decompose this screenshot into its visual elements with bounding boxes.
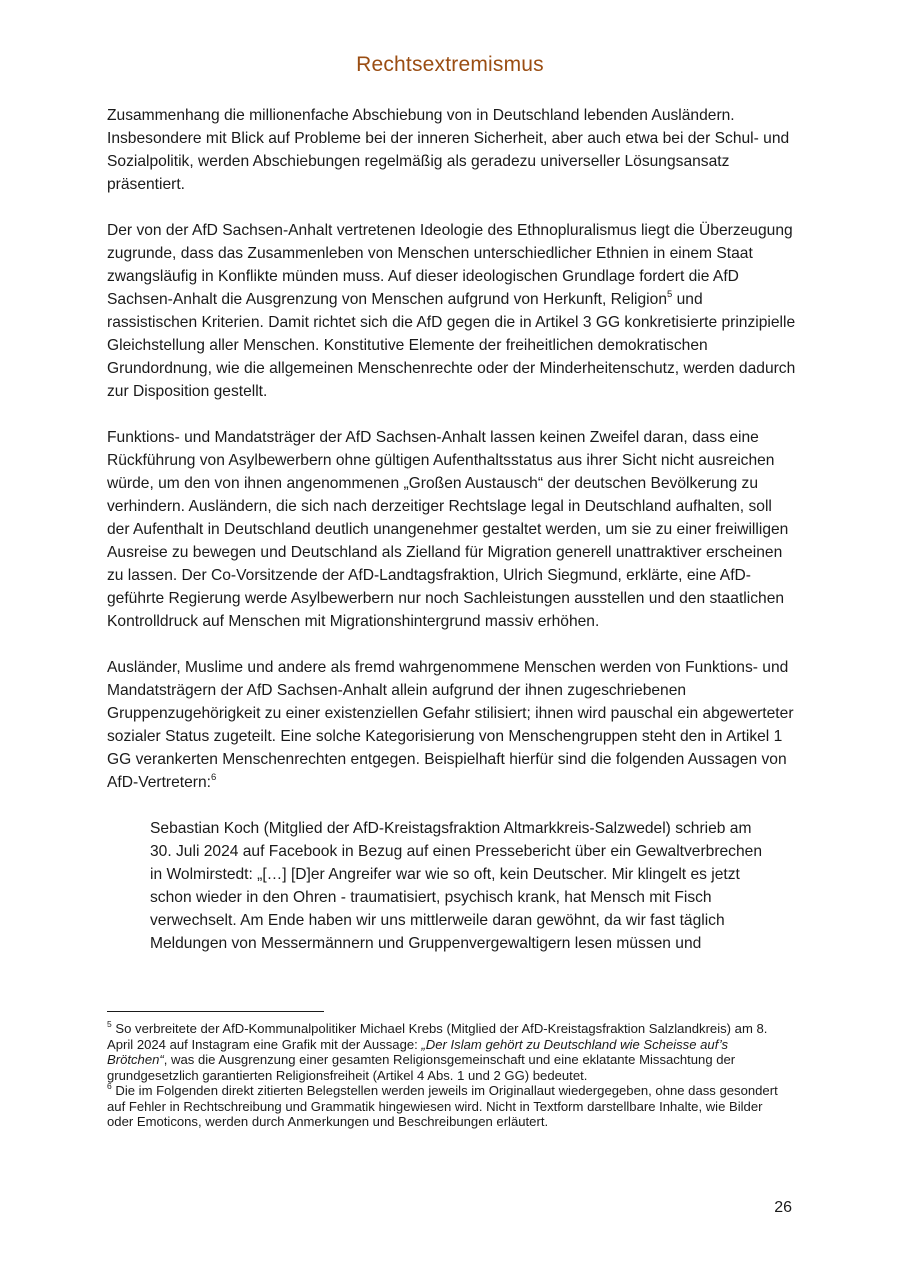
footnote-divider bbox=[107, 1011, 324, 1012]
paragraph-ethnopluralism-part2: und rassistischen Kriterien. Damit richtet sich die AfD gegen die in Artikel 3 GG konkretisierte prinzipielle Gleichstellung aller Menschen. Konstitutive Elemente der freiheitlichen demokratischen Grundordnung, wie die allgemeinen Menschenrechte oder der Minderheitenschutz, werden dadurch zur Disposition gestellt. bbox=[107, 291, 796, 400]
paragraph-group-stigmatization bbox=[107, 656, 797, 794]
main-text bbox=[107, 104, 797, 955]
block-quote: Sebastian Koch (Mitglied der AfD-Kreistagsfraktion Altmarkkreis-Salzwedel) schrieb am 30. Juli 2024 auf Facebook in Bezug auf einen Pressebericht über ein Gewaltverbrechen in Wolmirstedt: „[…] [D]er Angreifer war wie so oft, kein Deutscher. Mir klingelt es jetzt schon wieder in den Ohren - traumatisiert, psychisch krank, hat Mensch mit Fisch verwechselt. Am Ende haben wir uns mittlerweile daran gewöhnt, da wir fast täglich Meldungen von Messermännern und Gruppenvergewaltigern lesen müssen und bbox=[150, 820, 763, 952]
paragraph-deportation: Zusammenhang die millionenfache Abschiebung von in Deutschland lebenden Ausländern. Insbesondere mit Blick auf Probleme bei der inneren Sicherheit, aber auch etwa bei der Schul- und Sozialpolitik, werden Abschiebungen regelmäßig als geradezu universeller Lösungsansatz präsentiert. bbox=[107, 107, 790, 193]
footnote-ref-5[interactable]: 5 bbox=[667, 288, 673, 300]
page-number: 26 bbox=[774, 1199, 792, 1216]
footnote-6-text: Die im Folgenden direkt zitierten Belegstellen werden jeweils im Originallaut wiedergegeben, ohne dass gesondert auf Fehler in Rechtschreibung und Grammatik hingewiesen wird. Nicht in Textform darstellbare Inhalte, wie Bilder oder Emoticons, werden durch Anmerkungen und Beschreibungen erläutert. bbox=[107, 1083, 778, 1129]
paragraph-group-stigmatization-text: Ausländer, Muslime und andere als fremd wahrgenommene Menschen werden von Funktions- und Mandatsträgern der AfD Sachsen-Anhalt allein aufgrund der ihnen zugeschriebenen Gruppenzugehörigkeit zu einer existenziellen Gefahr stilisiert; ihnen wird pauschal ein abgewerteter sozialer Status zugeteilt. Eine solche Kategorisierung von Menschengruppen steht den in Artikel 1 GG verankerten Menschenrechten entgegen. Beispielhaft hierfür sind die folgenden Aussagen von AfD-Vertretern: bbox=[107, 659, 794, 791]
footnote-5-number: 5 bbox=[107, 1018, 112, 1029]
footnote-5-text-a: So verbreitete der AfD-Kommunalpolitiker Michael Krebs (Mitglied der AfD-Kreistagsfraktion Salzlandkreis) am 8. April 2024 auf Instagram eine Grafik mit der Aussage: bbox=[107, 1021, 768, 1052]
paragraph-ethnopluralism bbox=[107, 219, 797, 403]
footnote-5 bbox=[107, 1018, 787, 1083]
footnotes bbox=[107, 1018, 787, 1130]
footnote-6-number: 6 bbox=[107, 1080, 112, 1091]
footnote-6 bbox=[107, 1080, 787, 1130]
paragraph-ethnopluralism-part1: Der von der AfD Sachsen-Anhalt vertretenen Ideologie des Ethnopluralismus liegt die Überzeugung zugrunde, dass das Zusammenleben von Menschen unterschiedlicher Ethnien in einem Staat zwangsläufig in Konflikte münden muss. Auf dieser ideologischen Grundlage fordert die AfD Sachsen-Anhalt die Ausgrenzung von Menschen aufgrund von Herkunft, Religion bbox=[107, 222, 793, 308]
footnote-5-quote: „Der Islam gehört zu Deutschland wie Scheisse auf’s Brötchen“ bbox=[107, 1036, 729, 1067]
footnote-5-text-b: , was die Ausgrenzung einer gesamten Religionsgemeinschaft und eine eklatante Missachtung der grundgesetzlich garantierten Religionsfreiheit (Artikel 4 Abs. 1 und 2 GG) bedeutet. bbox=[107, 1052, 736, 1083]
paragraph-asylum-policy: Funktions- und Mandatsträger der AfD Sachsen-Anhalt lassen keinen Zweifel daran, dass eine Rückführung von Asylbewerbern ohne gültigen Aufenthaltsstatus aus ihrer Sicht nicht ausreichen würde, um den von ihnen angenommenen „Großen Austausch“ der deutschen Bevölkerung zu verhindern. Ausländern, die sich nach derzeitiger Rechtslage legal in Deutschland aufhalten, soll der Aufenthalt in Deutschland deutlich unangenehmer gestaltet werden, um sie zu einer freiwilligen Ausreise zu bewegen und Deutschland als Zielland für Migration generell unattraktiver erscheinen zu lassen. Der Co-Vorsitzende der AfD-Landtagsfraktion, Ulrich Siegmund, erklärte, eine AfD-geführte Regierung werde Asylbewerbern nur noch Sachleistungen ausstellen und den staatlichen Kontrolldruck auf Menschen mit Migrationshintergrund massiv erhöhen. bbox=[107, 429, 789, 630]
running-header: Rechtsextremismus bbox=[356, 53, 544, 76]
footnote-ref-6[interactable]: 6 bbox=[211, 771, 217, 783]
